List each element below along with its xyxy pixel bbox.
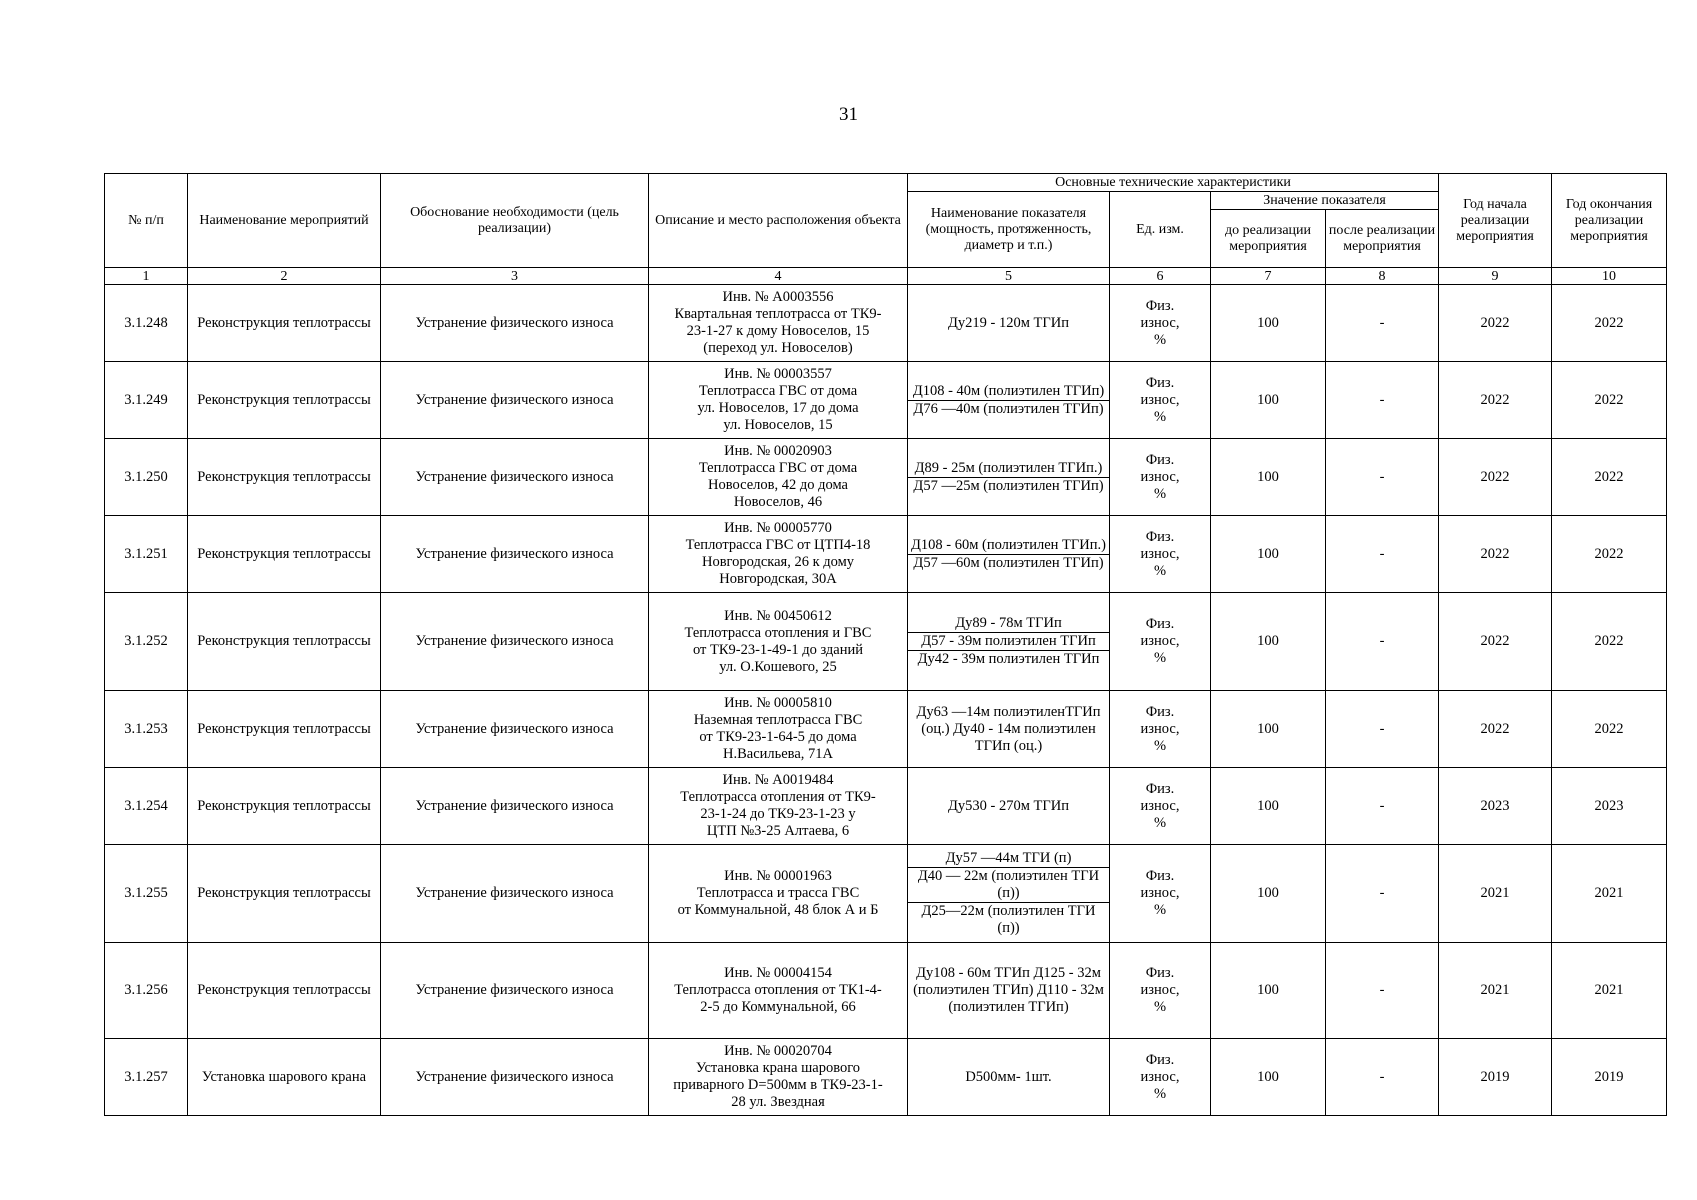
value-before: 100 xyxy=(1211,768,1326,845)
unit-line: Физ. xyxy=(1145,374,1175,391)
description-line: Инв. № А0019484 xyxy=(722,772,834,788)
parameter-cell xyxy=(908,768,1110,845)
description-line: Инв. № 00004154 xyxy=(724,965,832,981)
row-number: 3.1.248 xyxy=(105,285,188,362)
value-after: - xyxy=(1326,362,1439,439)
parameter-value: D500мм- 1шт. xyxy=(965,1068,1052,1085)
measure-name: Реконструкция теплотрассы xyxy=(188,285,381,362)
parameter-value: Д89 - 25м (полиэтилен ТГИп.) xyxy=(908,460,1109,478)
parameter-cell xyxy=(908,593,1110,691)
description-line: 2-5 до Коммунальной, 66 xyxy=(700,999,856,1015)
row-number: 3.1.252 xyxy=(105,593,188,691)
row-number: 3.1.256 xyxy=(105,943,188,1039)
header-number: № п/п xyxy=(105,174,188,268)
value-after: - xyxy=(1326,1039,1439,1116)
object-description xyxy=(649,768,908,845)
object-description xyxy=(649,943,908,1039)
parameter-list xyxy=(908,383,1109,418)
object-description xyxy=(649,593,908,691)
table-row xyxy=(105,691,1667,768)
header-justification: Обоснование необходимости (цель реализации) xyxy=(381,174,649,268)
table-row xyxy=(105,593,1667,691)
parameter-value: Д25—22м (полиэтилен ТГИ (п)) xyxy=(921,903,1096,936)
unit-line: износ, xyxy=(1140,885,1180,901)
measure-name: Реконструкция теплотрассы xyxy=(188,516,381,593)
description-line: ул. Новоселов, 17 до дома xyxy=(697,400,859,416)
object-description xyxy=(649,362,908,439)
end-year: 2022 xyxy=(1552,691,1667,768)
parameter-cell xyxy=(908,516,1110,593)
table-row xyxy=(105,1039,1667,1116)
unit xyxy=(1110,845,1211,943)
justification: Устранение физического износа xyxy=(381,439,649,516)
parameter-cell xyxy=(908,285,1110,362)
unit-line: Физ. xyxy=(1145,780,1175,797)
description-line: Теплотрасса отопления от ТК9- xyxy=(680,789,876,805)
parameter-list xyxy=(908,704,1109,755)
justification: Устранение физического износа xyxy=(381,516,649,593)
value-after: - xyxy=(1326,943,1439,1039)
column-number: 7 xyxy=(1211,268,1326,285)
start-year: 2022 xyxy=(1439,439,1552,516)
description-line: 23-1-27 к дому Новоселов, 15 xyxy=(686,323,870,339)
unit-line: износ, xyxy=(1140,633,1180,649)
justification: Устранение физического износа xyxy=(381,362,649,439)
column-number: 4 xyxy=(649,268,908,285)
description-line: Теплотрасса ГВС от дома xyxy=(698,383,858,399)
unit xyxy=(1110,768,1211,845)
value-before: 100 xyxy=(1211,845,1326,943)
parameter-value: Д57 —25м (полиэтилен ТГИп) xyxy=(913,477,1104,494)
parameter-list xyxy=(908,315,1109,332)
unit-line: % xyxy=(1153,331,1167,348)
parameter-cell xyxy=(908,691,1110,768)
description-line: Инв. № 00450612 xyxy=(724,607,832,624)
end-year: 2019 xyxy=(1552,1039,1667,1116)
description-line: Инв. № 00001963 xyxy=(724,868,832,884)
row-number: 3.1.253 xyxy=(105,691,188,768)
table-row xyxy=(105,516,1667,593)
unit-line: % xyxy=(1153,562,1167,579)
value-before: 100 xyxy=(1211,362,1326,439)
object-description xyxy=(649,285,908,362)
unit xyxy=(1110,285,1211,362)
value-before: 100 xyxy=(1211,439,1326,516)
end-year: 2021 xyxy=(1552,943,1667,1039)
start-year: 2023 xyxy=(1439,768,1552,845)
unit-line: % xyxy=(1153,1085,1167,1102)
description-line: от ТК9-23-1-49-1 до зданий xyxy=(692,641,864,658)
table-row xyxy=(105,768,1667,845)
unit-line: Физ. xyxy=(1145,616,1175,632)
value-before: 100 xyxy=(1211,516,1326,593)
object-description xyxy=(649,845,908,943)
value-before: 100 xyxy=(1211,593,1326,691)
unit-line: % xyxy=(1153,408,1167,425)
unit-line: Физ. xyxy=(1145,297,1175,314)
measure-name: Реконструкция теплотрассы xyxy=(188,943,381,1039)
measure-name: Реконструкция теплотрассы xyxy=(188,845,381,943)
description-line: ЦТП №3-25 Алтаева, 6 xyxy=(706,823,850,839)
parameter-list xyxy=(908,798,1109,815)
header-value: Значение показателя xyxy=(1211,192,1439,210)
header-value-after: после реализации мероприятия xyxy=(1326,210,1439,268)
end-year: 2022 xyxy=(1552,439,1667,516)
end-year: 2022 xyxy=(1552,516,1667,593)
measure-name: Реконструкция теплотрассы xyxy=(188,439,381,516)
header-parameter-name: Наименование показателя (мощность, протяженность, диаметр и т.п.) xyxy=(908,192,1110,268)
header-start-year: Год начала реализации мероприятия xyxy=(1439,174,1552,268)
description-line: Наземная теплотрасса ГВС xyxy=(693,712,863,728)
start-year: 2022 xyxy=(1439,285,1552,362)
parameter-list xyxy=(908,965,1109,1016)
description-line: 28 ул. Звездная xyxy=(731,1094,825,1110)
row-number: 3.1.251 xyxy=(105,516,188,593)
object-description xyxy=(649,1039,908,1116)
unit-line: Физ. xyxy=(1145,451,1175,468)
table-row xyxy=(105,943,1667,1039)
column-number: 9 xyxy=(1439,268,1552,285)
unit-line: износ, xyxy=(1140,982,1180,998)
unit xyxy=(1110,516,1211,593)
unit-line: % xyxy=(1153,902,1167,918)
end-year: 2022 xyxy=(1552,593,1667,691)
value-after: - xyxy=(1326,285,1439,362)
description-line: 23-1-24 до ТК9-23-1-23 у xyxy=(700,806,856,822)
parameter-cell xyxy=(908,943,1110,1039)
description-line: Инв. № 00003557 xyxy=(724,366,832,382)
row-number: 3.1.255 xyxy=(105,845,188,943)
parameter-value: Д57 —60м (полиэтилен ТГИп) xyxy=(913,554,1104,571)
measure-name: Реконструкция теплотрассы xyxy=(188,691,381,768)
parameter-cell xyxy=(908,362,1110,439)
unit-line: Физ. xyxy=(1145,703,1175,720)
row-number: 3.1.250 xyxy=(105,439,188,516)
description-line: ул. О.Кошевого, 25 xyxy=(719,658,837,675)
header-value-before: до реализации мероприятия xyxy=(1211,210,1326,268)
parameter-list xyxy=(908,537,1109,572)
table-row xyxy=(105,439,1667,516)
row-number: 3.1.254 xyxy=(105,768,188,845)
header-unit: Ед. изм. xyxy=(1110,192,1211,268)
column-number: 10 xyxy=(1552,268,1667,285)
parameter-value: Д57 - 39м полиэтилен ТГИп xyxy=(908,633,1109,651)
column-numbers-row xyxy=(105,268,1667,285)
unit-line: износ, xyxy=(1140,314,1180,331)
object-description xyxy=(649,691,908,768)
parameter-value: Ду219 - 120м ТГИп xyxy=(948,314,1069,331)
table-body xyxy=(105,285,1667,1116)
description-line: Теплотрасса отопления от ТК1-4- xyxy=(674,982,882,998)
value-before: 100 xyxy=(1211,285,1326,362)
parameter-cell xyxy=(908,845,1110,943)
justification: Устранение физического износа xyxy=(381,1039,649,1116)
value-after: - xyxy=(1326,516,1439,593)
description-line: Н.Васильева, 71А xyxy=(723,746,833,762)
justification: Устранение физического износа xyxy=(381,845,649,943)
description-line: Инв. № 00020903 xyxy=(724,443,832,459)
description-line: Новгородская, 30А xyxy=(719,571,837,587)
measure-name: Реконструкция теплотрассы xyxy=(188,362,381,439)
table-row xyxy=(105,845,1667,943)
unit-line: износ, xyxy=(1140,391,1180,408)
description-line: Установка крана шарового xyxy=(695,1060,861,1076)
parameter-list xyxy=(908,850,1109,937)
parameter-value: Д108 - 40м (полиэтилен ТГИп) xyxy=(908,383,1109,401)
table-row xyxy=(105,362,1667,439)
column-number: 1 xyxy=(105,268,188,285)
description-line: Теплотрасса и трасса ГВС xyxy=(696,885,860,901)
header-end-year: Год окончания реализации мероприятия xyxy=(1552,174,1667,268)
column-number: 6 xyxy=(1110,268,1211,285)
justification: Устранение физического износа xyxy=(381,691,649,768)
parameter-value: Ду63 —14м полиэтиленТГИп (оц.) Ду40 - 14м полиэтилен ТГИп (оц.) xyxy=(916,703,1101,754)
parameter-list xyxy=(908,615,1109,668)
description-line: приварного D=500мм в ТК9-23-1- xyxy=(673,1077,883,1093)
unit-line: Физ. xyxy=(1145,965,1175,981)
value-after: - xyxy=(1326,439,1439,516)
header-measure-name: Наименование мероприятий xyxy=(188,174,381,268)
unit-line: Физ. xyxy=(1145,528,1175,545)
unit xyxy=(1110,691,1211,768)
description-line: (переход ул. Новоселов) xyxy=(703,340,853,356)
column-number: 3 xyxy=(381,268,649,285)
column-number: 5 xyxy=(908,268,1110,285)
end-year: 2022 xyxy=(1552,362,1667,439)
unit-line: износ, xyxy=(1140,1068,1180,1085)
description-line: от Коммунальной, 48 блок А и Б xyxy=(677,902,879,918)
page-number: 31 xyxy=(839,104,858,125)
unit-line: износ, xyxy=(1140,468,1180,485)
description-line: от ТК9-23-1-64-5 до дома xyxy=(699,729,857,745)
unit-line: % xyxy=(1153,485,1167,502)
measure-name: Реконструкция теплотрассы xyxy=(188,768,381,845)
description-line: Инв. № 00005770 xyxy=(724,520,832,536)
justification: Устранение физического износа xyxy=(381,943,649,1039)
description-line: Теплотрасса ГВС от дома xyxy=(698,460,858,476)
start-year: 2021 xyxy=(1439,845,1552,943)
unit-line: износ, xyxy=(1140,720,1180,737)
start-year: 2022 xyxy=(1439,362,1552,439)
parameter-value: Ду57 —44м ТГИ (п) xyxy=(908,850,1109,868)
description-line: Новоселов, 42 до дома xyxy=(708,477,848,493)
parameter-cell xyxy=(908,439,1110,516)
column-number: 8 xyxy=(1326,268,1439,285)
description-line: Инв. № 00005810 xyxy=(724,695,832,711)
end-year: 2023 xyxy=(1552,768,1667,845)
parameter-value: Ду530 - 270м ТГИп xyxy=(948,797,1069,814)
row-number: 3.1.257 xyxy=(105,1039,188,1116)
value-before: 100 xyxy=(1211,1039,1326,1116)
unit-line: износ, xyxy=(1140,797,1180,814)
parameter-value: Д108 - 60м (полиэтилен ТГИп.) xyxy=(908,537,1109,555)
end-year: 2022 xyxy=(1552,285,1667,362)
start-year: 2019 xyxy=(1439,1039,1552,1116)
unit-line: % xyxy=(1153,737,1167,754)
start-year: 2022 xyxy=(1439,516,1552,593)
unit-line: % xyxy=(1153,650,1167,666)
table-row xyxy=(105,285,1667,362)
justification: Устранение физического износа xyxy=(381,768,649,845)
header-description: Описание и место расположения объекта xyxy=(649,174,908,268)
object-description xyxy=(649,516,908,593)
measure-name: Реконструкция теплотрассы xyxy=(188,593,381,691)
start-year: 2021 xyxy=(1439,943,1552,1039)
value-after: - xyxy=(1326,845,1439,943)
value-before: 100 xyxy=(1211,691,1326,768)
unit xyxy=(1110,439,1211,516)
description-line: Инв. № А0003556 xyxy=(722,289,834,305)
end-year: 2021 xyxy=(1552,845,1667,943)
parameter-value: Д76 —40м (полиэтилен ТГИп) xyxy=(913,400,1104,417)
unit xyxy=(1110,943,1211,1039)
value-after: - xyxy=(1326,768,1439,845)
parameter-value: Ду108 - 60м ТГИп Д125 - 32м (полиэтилен ТГИп) Д110 - 32м (полиэтилен ТГИп) xyxy=(913,965,1104,1015)
header-tech-characteristics: Основные технические характеристики xyxy=(908,174,1439,192)
table-header xyxy=(105,174,1667,285)
value-after: - xyxy=(1326,593,1439,691)
description-line: Теплотрасса ГВС от ЦТП4-18 xyxy=(685,537,871,553)
parameter-value: Ду42 - 39м полиэтилен ТГИп xyxy=(917,651,1100,667)
parameter-value: Д40 — 22м (полиэтилен ТГИ (п)) xyxy=(908,868,1109,903)
measure-name: Установка шарового крана xyxy=(188,1039,381,1116)
unit xyxy=(1110,593,1211,691)
unit xyxy=(1110,1039,1211,1116)
object-description xyxy=(649,439,908,516)
unit-line: Физ. xyxy=(1145,868,1175,884)
description-line: Инв. № 00020704 xyxy=(724,1043,832,1059)
unit-line: Физ. xyxy=(1145,1051,1175,1068)
justification: Устранение физического износа xyxy=(381,285,649,362)
parameter-cell xyxy=(908,1039,1110,1116)
parameter-value: Ду89 - 78м ТГИп xyxy=(908,615,1109,633)
value-before: 100 xyxy=(1211,943,1326,1039)
unit xyxy=(1110,362,1211,439)
parameter-list xyxy=(908,1069,1109,1086)
column-number: 2 xyxy=(188,268,381,285)
parameter-list xyxy=(908,460,1109,495)
description-line: Квартальная теплотрасса от ТК9- xyxy=(674,306,882,322)
start-year: 2022 xyxy=(1439,593,1552,691)
unit-line: износ, xyxy=(1140,545,1180,562)
description-line: ул. Новоселов, 15 xyxy=(723,417,833,433)
start-year: 2022 xyxy=(1439,691,1552,768)
description-line: Новоселов, 46 xyxy=(733,494,823,510)
unit-line: % xyxy=(1153,814,1167,831)
value-after: - xyxy=(1326,691,1439,768)
justification: Устранение физического износа xyxy=(381,593,649,691)
unit-line: % xyxy=(1153,999,1167,1015)
measures-table xyxy=(104,173,1667,1116)
row-number: 3.1.249 xyxy=(105,362,188,439)
description-line: Новгородская, 26 к дому xyxy=(701,554,855,570)
description-line: Теплотрасса отопления и ГВС xyxy=(684,624,872,641)
